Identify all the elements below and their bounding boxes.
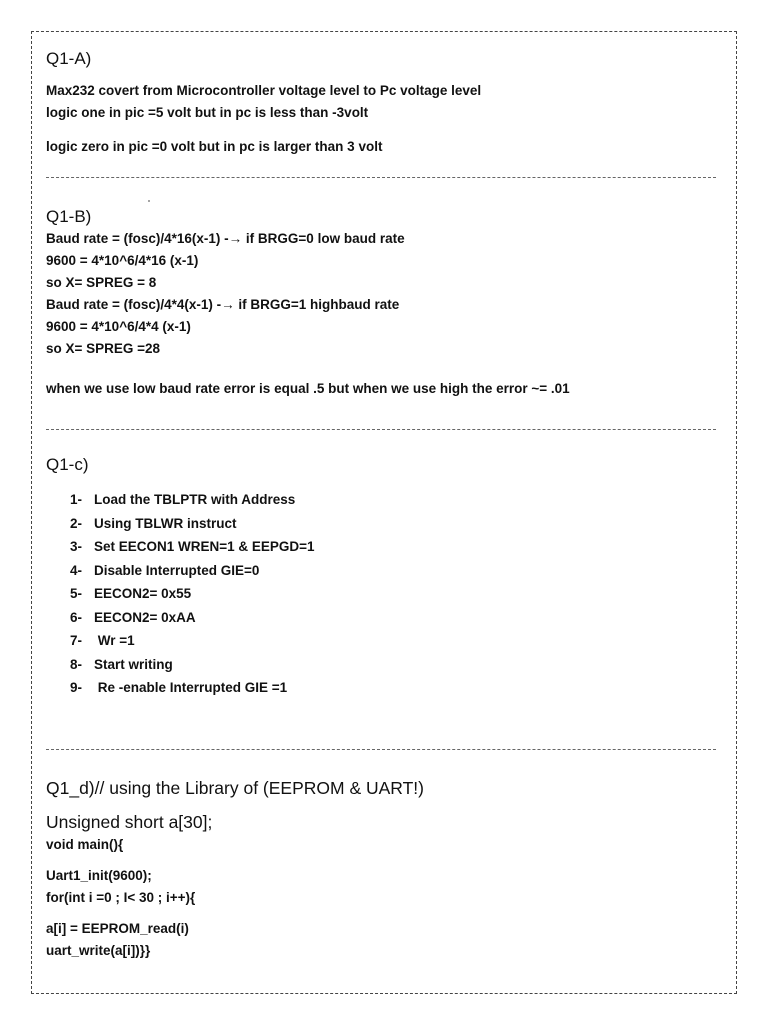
q1b-line-5: 9600 = 4*10^6/4*4 (x-1) — [46, 319, 191, 334]
q1b-line-4: Baud rate = (fosc)/4*4(x-1) -→ if BRGG=1 highbaud rate — [46, 297, 400, 312]
divider — [46, 749, 716, 750]
q1d-declaration: Unsigned short a[30]; — [46, 812, 213, 832]
q1a-heading: Q1-A) — [46, 49, 92, 68]
q1b-line-6: so X= SPREG =28 — [46, 341, 161, 356]
list-item: 2- Using TBLWR instruct — [70, 515, 237, 531]
q1b-line-1: Baud rate = (fosc)/4*16(x-1) -→ if BRGG=0 low baud rate — [46, 231, 405, 246]
list-item: 7- Wr =1 — [70, 633, 135, 648]
list-item: 3- Set EECON1 WREN=1 & EEPGD=1 — [70, 539, 315, 554]
q1c-steps-list — [70, 488, 722, 700]
section-q1d — [46, 776, 722, 962]
q1a-line-2: logic one in pic =5 volt but in pc is less than -3volt — [46, 105, 369, 120]
q1d-code-line-1: void main(){ — [46, 837, 124, 852]
q1d-heading: Q1_d)// using the Library of (EEPROM & UART!) — [46, 778, 425, 798]
list-item: 8- Start writing — [70, 656, 173, 672]
list-item: 1- Load the TBLPTR with Address — [70, 492, 296, 507]
q1a-line-1: Max232 covert from Microcontroller voltage level to Pc voltage level — [46, 83, 482, 98]
q1c-heading: Q1-c) — [46, 455, 89, 474]
q1d-code-line-3: for(int i =0 ; I< 30 ; i++){ — [46, 890, 196, 905]
q1d-code-line-2: Uart1_init(9600); — [46, 868, 152, 883]
section-q1a — [46, 48, 722, 158]
q1b-heading: Q1-B) — [46, 207, 92, 226]
q1b-line-2: 9600 = 4*10^6/4*16 (x-1) — [46, 253, 199, 268]
q1b-note: when we use low baud rate error is equal .5 but when we use high the error ~= .01 — [46, 381, 570, 396]
q1b-line-3: so X= SPREG = 8 — [46, 275, 157, 290]
q1d-code-line-4: a[i] = EEPROM_read(i) — [46, 921, 189, 936]
list-item: 9- Re -enable Interrupted GIE =1 — [70, 680, 288, 695]
list-item: 5- EECON2= 0x55 — [70, 586, 192, 601]
list-item: 6- EECON2= 0xAA — [70, 609, 196, 625]
answer-sheet — [31, 31, 737, 994]
section-q1c — [46, 454, 722, 700]
q1a-line-3: logic zero in pic =0 volt but in pc is larger than 3 volt — [46, 139, 383, 154]
list-item: 4- Disable Interrupted GIE=0 — [70, 562, 260, 578]
q1d-code-line-5: uart_write(a[i])}} — [46, 943, 151, 958]
divider — [46, 177, 716, 178]
section-q1b — [46, 206, 722, 400]
divider — [46, 429, 716, 430]
ink-speck — [148, 200, 150, 202]
